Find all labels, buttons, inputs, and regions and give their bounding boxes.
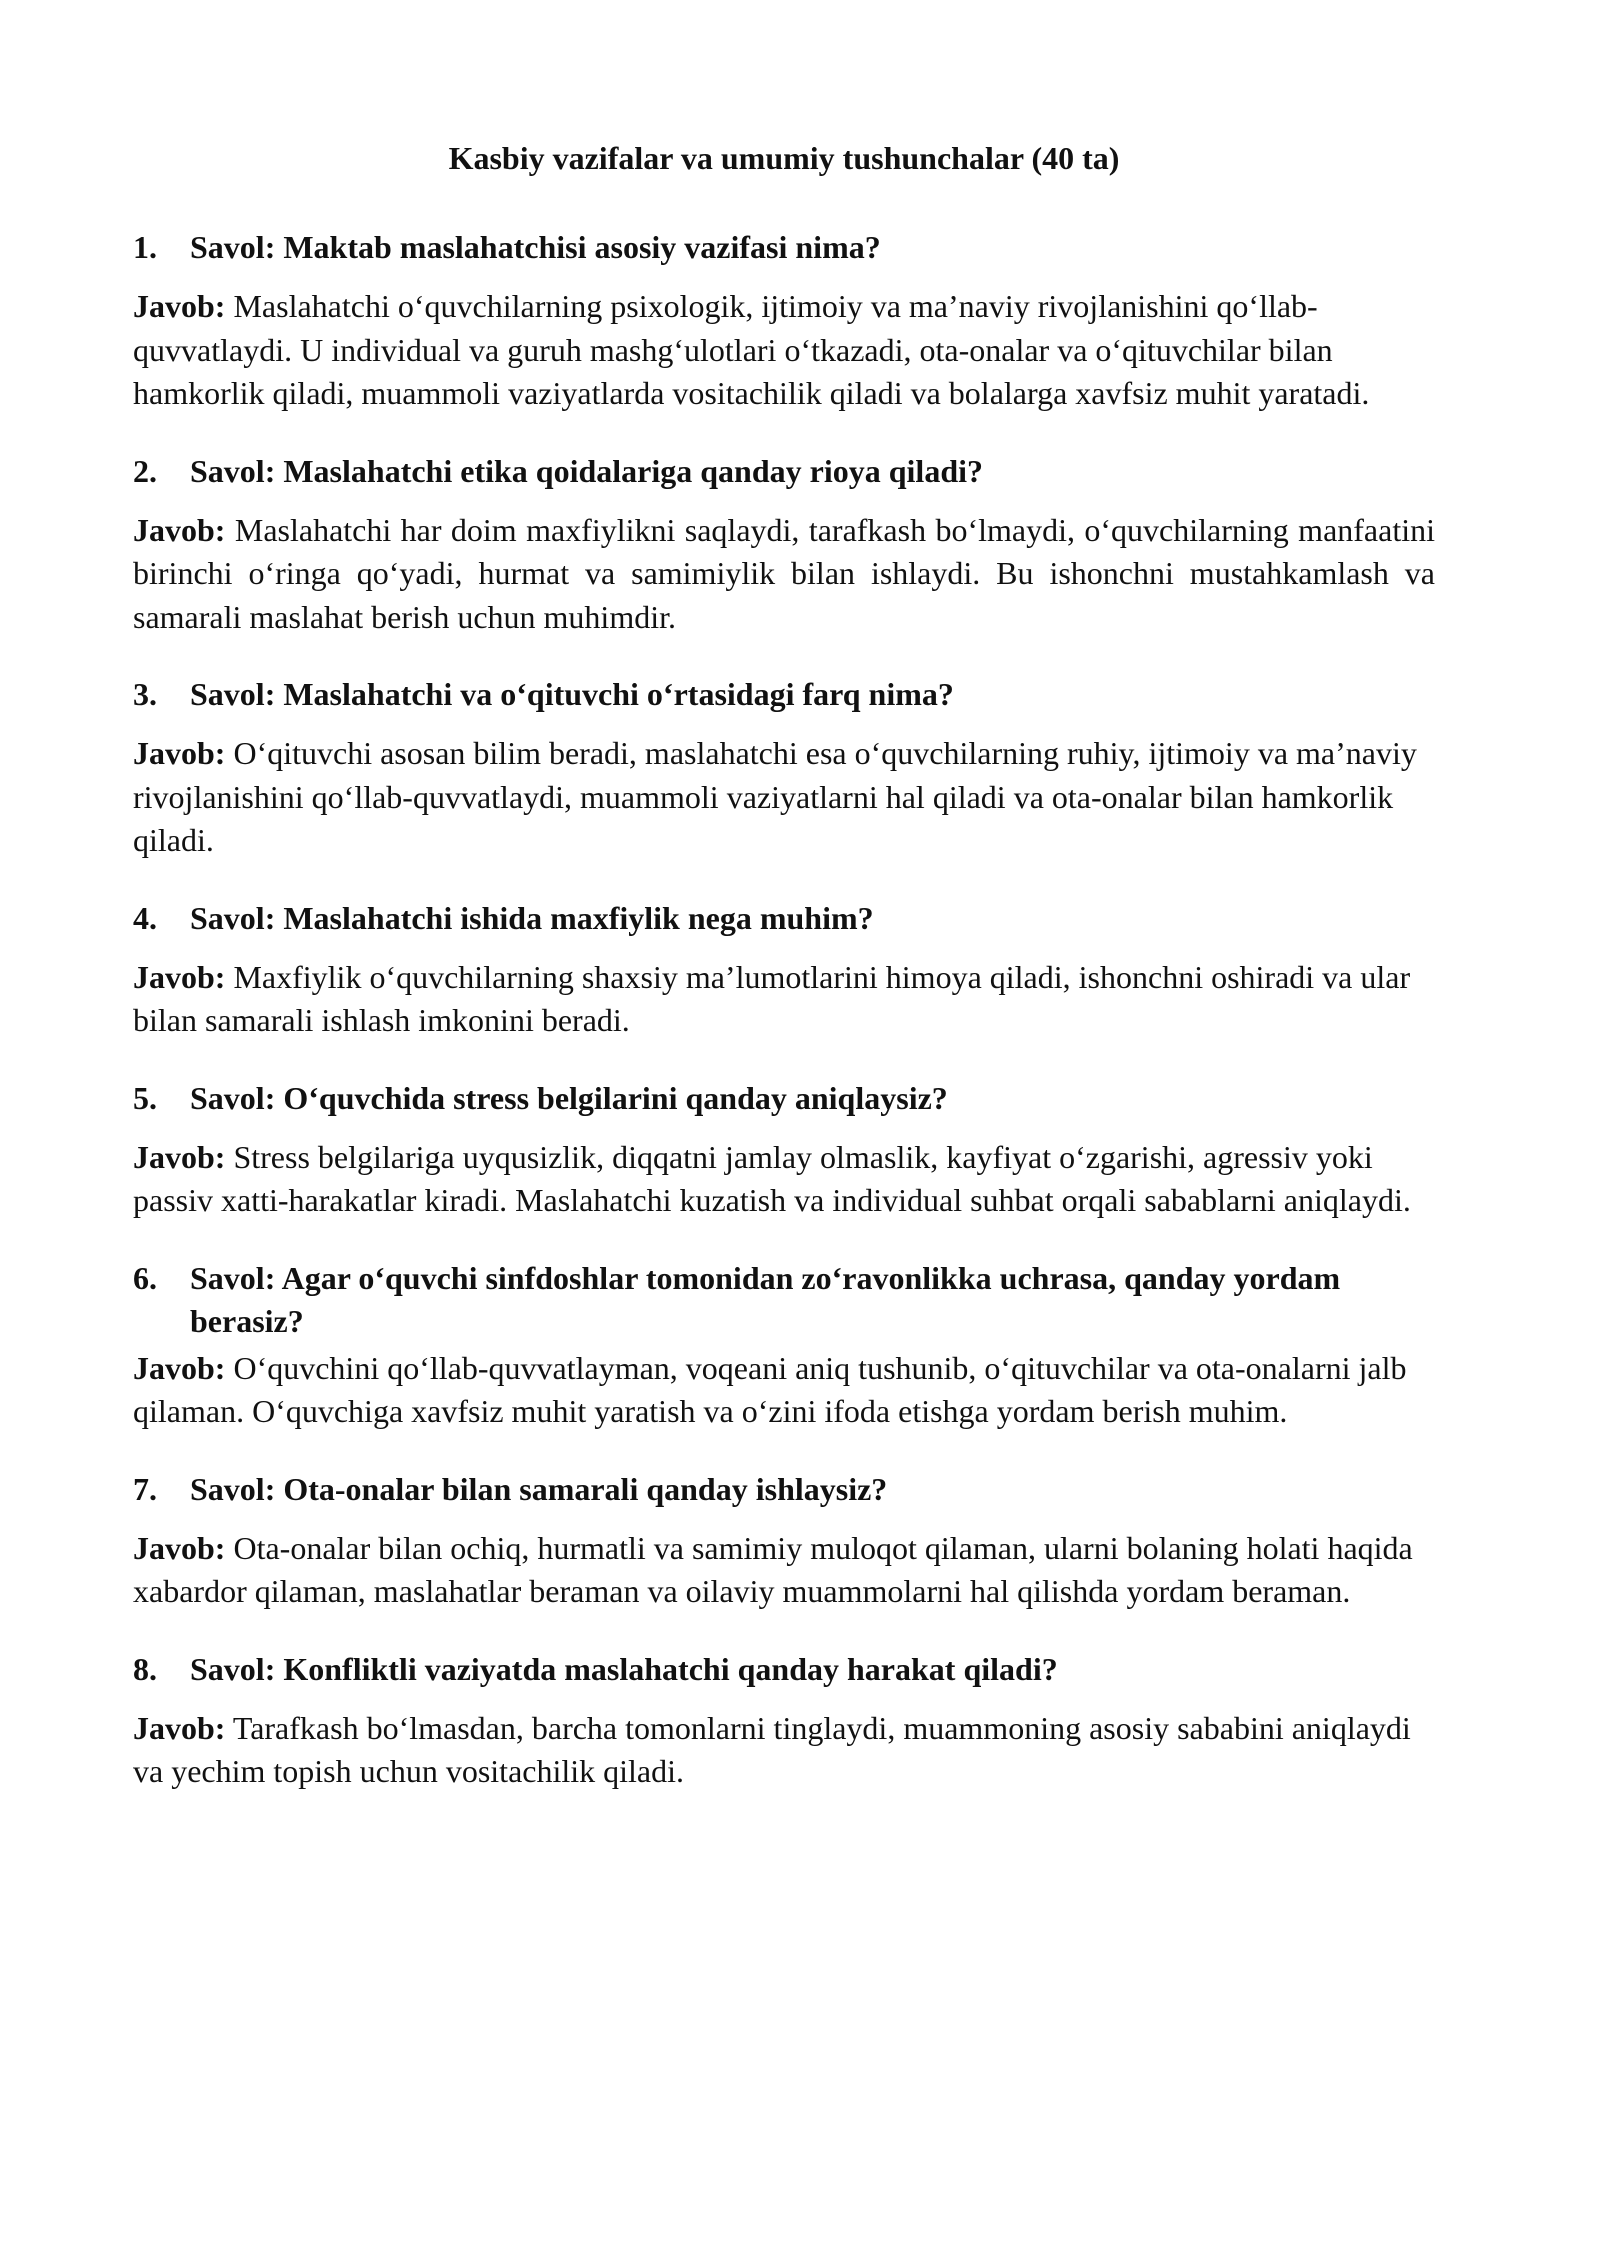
answer-label: Javob: xyxy=(133,1709,226,1746)
question-text: Savol: O‘quvchida stress belgilarini qanday aniqlaysiz? xyxy=(190,1079,948,1116)
question-number: 7. xyxy=(133,1470,157,1507)
question-4 xyxy=(133,897,1435,940)
question-text: Savol: Ota-onalar bilan samarali qanday ishlaysiz? xyxy=(190,1470,888,1507)
answer-text: O‘qituvchi asosan bilim beradi, maslahatchi esa o‘quvchilarning ruhiy, ijtimoiy va ma’naviy rivojlanishini qo‘llab-quvvatlaydi, muammoli vaziyatlarni hal qiladi va ota-onalar bilan hamkorlik qiladi. xyxy=(133,735,1417,858)
answer-6 xyxy=(133,1347,1435,1434)
question-number: 8. xyxy=(133,1650,157,1687)
answer-text: O‘quvchini qo‘llab-quvvatlayman, voqeani aniq tushunib, o‘qituvchilar va ota-onalarni jalb qilaman. O‘quvchiga xavfsiz muhit yaratish va o‘zini ifoda etishga yordam berish muhim. xyxy=(133,1349,1407,1429)
question-text: Savol: Maslahatchi va o‘qituvchi o‘rtasidagi farq nima? xyxy=(190,676,954,712)
answer-8 xyxy=(133,1707,1435,1794)
answer-label: Javob: xyxy=(133,288,226,324)
question-number: 5. xyxy=(133,1079,157,1116)
answer-3 xyxy=(133,732,1435,863)
question-3 xyxy=(133,673,1435,716)
qa-item-6 xyxy=(133,1257,1435,1434)
qa-item-3 xyxy=(133,673,1435,863)
qa-item-8 xyxy=(133,1648,1435,1794)
qa-item-5 xyxy=(133,1077,1435,1223)
question-number: 1. xyxy=(133,229,157,265)
answer-text: Maslahatchi o‘quvchilarning psixologik, ijtimoiy va ma’naviy rivojlanishini qo‘llab-quvvatlaydi. U individual va guruh mashg‘ulotlari o‘tkazadi, ota-onalar va o‘qituvchilar bilan hamkorlik qiladi, muammoli vaziyatlarda vositachilik qiladi va bolalarga xavfsiz muhit yaratadi. xyxy=(133,288,1370,411)
answer-2 xyxy=(133,509,1435,640)
answer-text: Maxfiylik o‘quvchilarning shaxsiy ma’lumotlarini himoya qiladi, ishonchni oshiradi va ular bilan samarali ishlash imkonini beradi. xyxy=(133,958,1411,1038)
answer-4 xyxy=(133,956,1435,1043)
question-7 xyxy=(133,1468,1435,1511)
question-number: 4. xyxy=(133,899,157,936)
question-5 xyxy=(133,1077,1435,1120)
question-1 xyxy=(133,226,1435,269)
answer-text: Stress belgilariga uyqusizlik, diqqatni jamlay olmaslik, kayfiyat o‘zgarishi, agressiv yoki passiv xatti-harakatlar kiradi. Maslahatchi kuzatish va individual suhbat orqali sabablarni aniqlaydi. xyxy=(133,1138,1411,1218)
answer-text: Maslahatchi har doim maxfiylikni saqlaydi, tarafkash bo‘lmaydi, o‘quvchilarning manfaatini birinchi o‘ringa qo‘yadi, hurmat va samimiylik bilan ishlaydi. Bu ishonchni mustahkamlash va samarali maslahat berish uchun muhimdir. xyxy=(133,511,1436,635)
question-text: Savol: Maslahatchi ishida maxfiylik nega muhim? xyxy=(190,899,874,936)
answer-5 xyxy=(133,1136,1435,1223)
question-number: 2. xyxy=(133,452,157,489)
question-text: Savol: Konfliktli vaziyatda maslahatchi qanday harakat qiladi? xyxy=(190,1650,1058,1687)
answer-label: Javob: xyxy=(133,1529,226,1566)
answer-text: Ota-onalar bilan ochiq, hurmatli va samimiy muloqot qilaman, ularni bolaning holati haqida xabardor qilaman, maslahatlar beraman va oilaviy muammolarni hal qilishda yordam beraman. xyxy=(133,1529,1413,1609)
answer-label: Javob: xyxy=(133,1349,226,1386)
question-text: Savol: Maktab maslahatchisi asosiy vazifasi nima? xyxy=(190,229,881,265)
answer-label: Javob: xyxy=(133,511,226,548)
question-2 xyxy=(133,450,1435,493)
answer-1 xyxy=(133,285,1435,416)
answer-label: Javob: xyxy=(133,1138,226,1175)
answer-label: Javob: xyxy=(133,958,226,995)
qa-item-4 xyxy=(133,897,1435,1043)
qa-item-2 xyxy=(133,450,1435,640)
qa-item-1 xyxy=(133,226,1435,416)
question-number: 3. xyxy=(133,676,157,712)
page-title: Kasbiy vazifalar va umumiy tushunchalar (40 ta) xyxy=(448,140,1120,176)
question-number: 6. xyxy=(133,1259,157,1296)
question-6 xyxy=(133,1257,1435,1343)
answer-7 xyxy=(133,1527,1435,1614)
answer-text: Tarafkash bo‘lmasdan, barcha tomonlarni tinglaydi, muammoning asosiy sababini aniqlaydi va yechim topish uchun vositachilik qiladi. xyxy=(133,1709,1411,1789)
qa-item-7 xyxy=(133,1468,1435,1614)
question-8 xyxy=(133,1648,1435,1691)
question-text: Savol: Maslahatchi etika qoidalariga qanday rioya qiladi? xyxy=(190,452,983,489)
answer-label: Javob: xyxy=(133,735,226,771)
question-text: Savol: Agar o‘quvchi sinfdoshlar tomonidan zo‘ravonlikka uchrasa, qanday yordam berasiz? xyxy=(190,1259,1341,1339)
document-page xyxy=(133,138,1435,1828)
